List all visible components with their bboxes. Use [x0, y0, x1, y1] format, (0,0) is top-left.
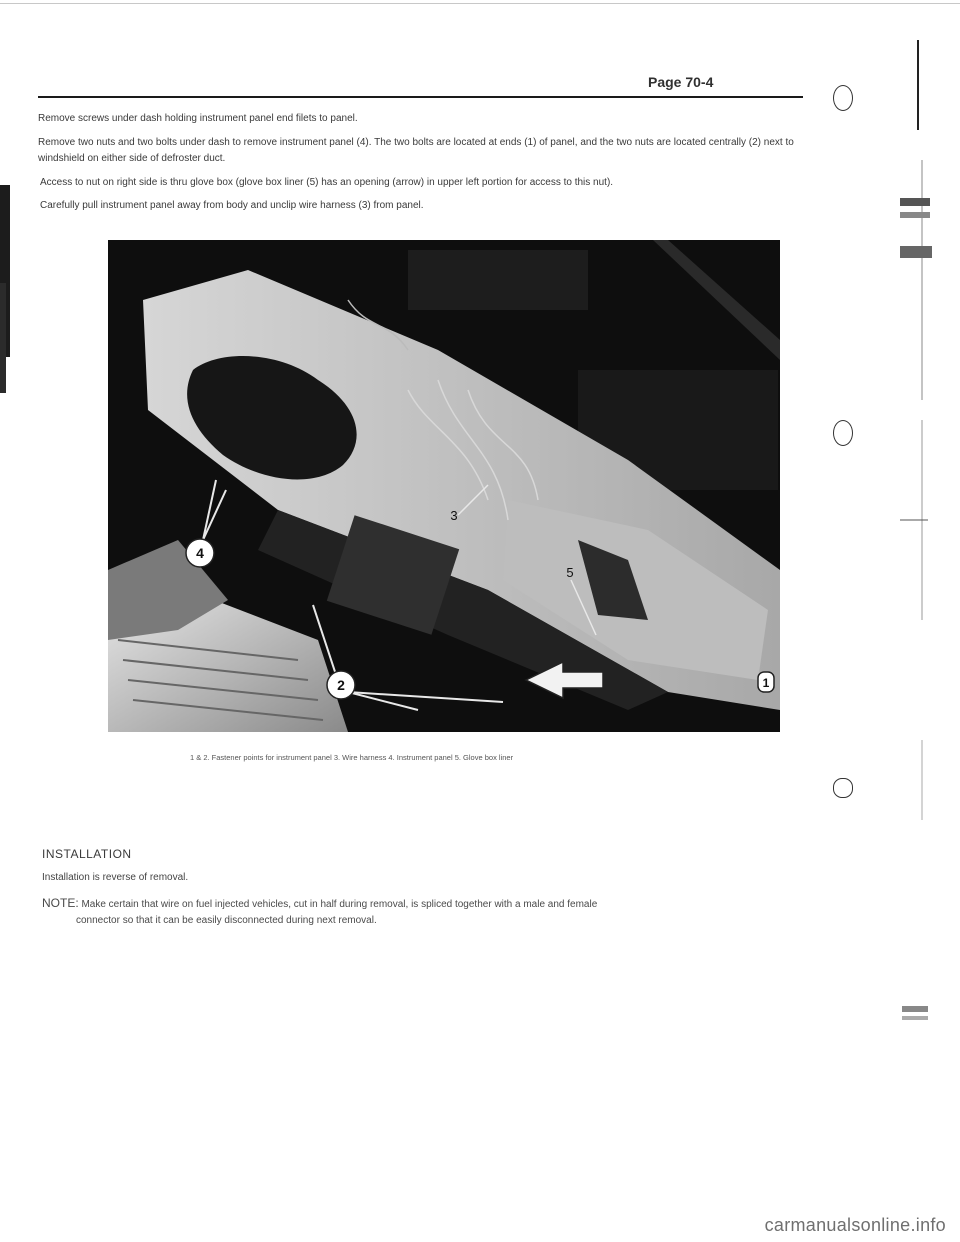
note-line-1: Make certain that wire on fuel injected vehicles, cut in half during removal, is spliced together with a male and female: [81, 899, 598, 910]
instrument-panel-photo: [108, 240, 780, 732]
footer-watermark: carmanualsonline.info: [764, 1215, 946, 1235]
page-number: Page 70-4: [648, 74, 714, 90]
binder-hole-middle-icon: [833, 420, 853, 446]
installation-note: [42, 895, 812, 929]
instruction-4: Carefully pull instrument panel away from body and unclip wire harness (3) from panel.: [40, 200, 424, 211]
instruction-3: Access to nut on right side is thru glove box (glove box liner (5) has an opening (arrow) in upper left portion for access to this nut).: [40, 177, 614, 188]
instruction-2: Remove two nuts and two bolts under dash to remove instrument panel (4). The two bolts are located at ends (1) of panel, and the two nuts are located centrally (2) next to windshield on either side of defroster duct.: [38, 137, 794, 164]
callout-2: 2: [337, 677, 345, 693]
note-label: NOTE:: [42, 896, 79, 910]
callout-1: 1: [762, 676, 770, 690]
instruction-1: Remove screws under dash holding instrument panel end filets to panel.: [38, 113, 358, 124]
installation-text: Installation is reverse of removal.: [42, 872, 189, 883]
callout-5: 5: [566, 565, 574, 580]
installation-heading: INSTALLATION: [42, 847, 132, 861]
figure-caption: 1 & 2. Fastener points for instrument panel 3. Wire harness 4. Instrument panel 5. Glove box liner: [190, 753, 514, 762]
scan-edge-artifacts: [898, 0, 960, 1242]
header-rule: [38, 96, 803, 98]
note-line-2: connector so that it can be easily disconnected during next removal.: [76, 915, 377, 926]
callout-4: 4: [196, 545, 204, 561]
binder-hole-bottom-icon: [833, 778, 853, 798]
callout-3: 3: [450, 508, 458, 523]
binder-hole-top-icon: [833, 85, 853, 111]
scan-top-line: [0, 3, 960, 4]
scan-margin-bar-lower: [0, 283, 6, 393]
